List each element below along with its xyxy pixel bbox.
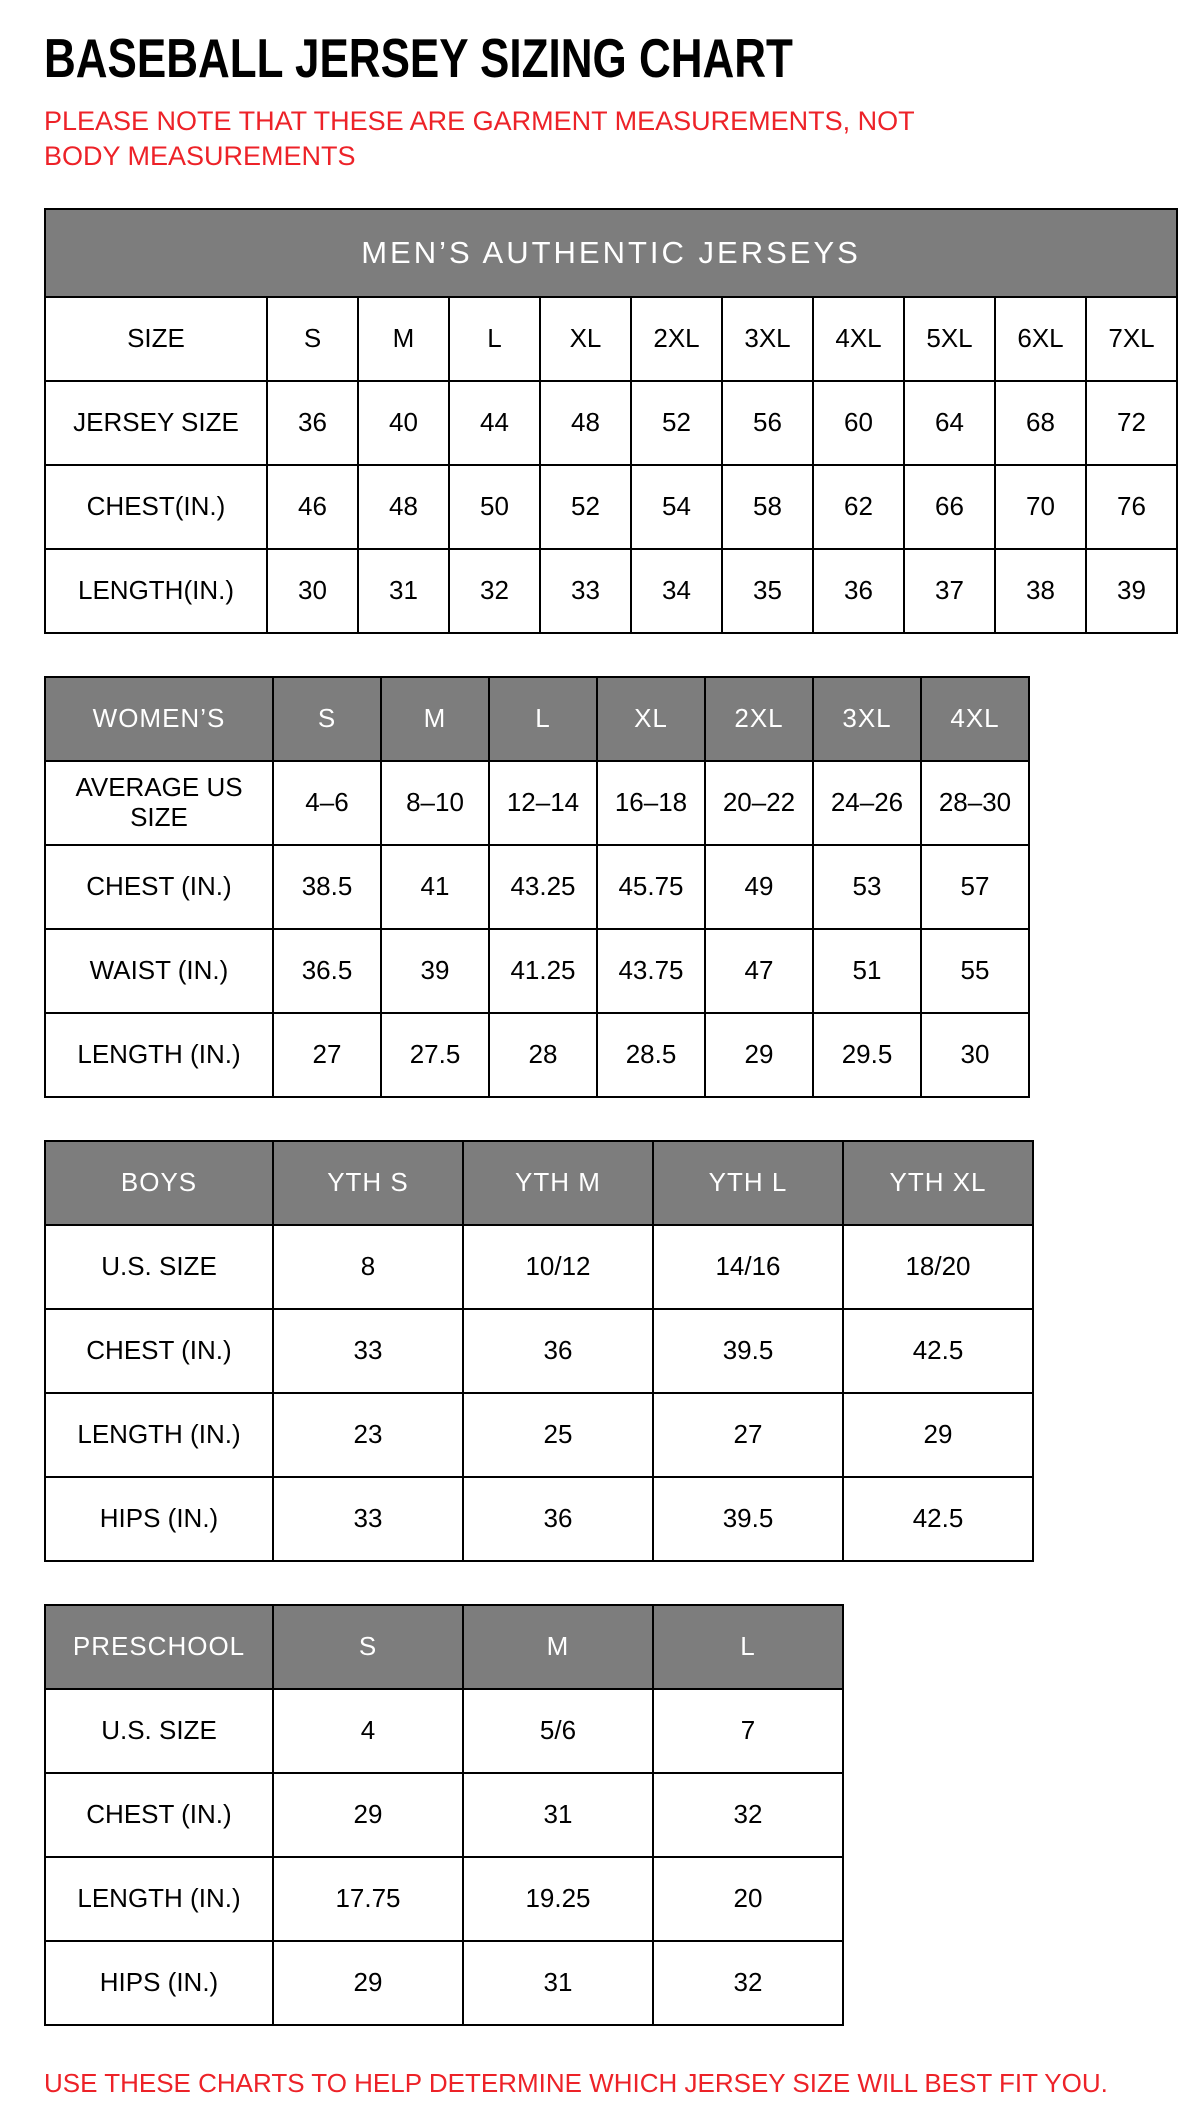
preschool-value-cell: 31 xyxy=(463,1941,653,2025)
preschool-value-cell: 19.25 xyxy=(463,1857,653,1941)
womens-header-cell: 4XL xyxy=(921,677,1029,761)
table-mens-authentic-jerseys xyxy=(44,208,1178,634)
womens-value-cell: 36.5 xyxy=(273,929,381,1013)
boys-header-cell: YTH S xyxy=(273,1141,463,1225)
boys-row-label: HIPS (IN.) xyxy=(45,1477,273,1561)
mens-authentic-jerseys-value-cell: 37 xyxy=(904,549,995,633)
boys-value-cell: 25 xyxy=(463,1393,653,1477)
womens-row xyxy=(45,929,1029,1013)
mens-authentic-jerseys-value-cell: 76 xyxy=(1086,465,1177,549)
boys-value-cell: 14/16 xyxy=(653,1225,843,1309)
mens-authentic-jerseys-value-cell: 72 xyxy=(1086,381,1177,465)
mens-authentic-jerseys-value-cell: 50 xyxy=(449,465,540,549)
mens-authentic-jerseys-row xyxy=(45,549,1177,633)
boys-header-cell: YTH XL xyxy=(843,1141,1033,1225)
preschool-value-cell: 20 xyxy=(653,1857,843,1941)
mens-authentic-jerseys-value-cell: 56 xyxy=(722,381,813,465)
mens-authentic-jerseys-value-cell: 36 xyxy=(813,549,904,633)
womens-header-cell: M xyxy=(381,677,489,761)
boys-row-label: U.S. SIZE xyxy=(45,1225,273,1309)
sizing-chart-page xyxy=(44,26,1170,2099)
womens-value-cell: 8–10 xyxy=(381,761,489,845)
preschool-value-cell: 32 xyxy=(653,1941,843,2025)
preschool-value-cell: 32 xyxy=(653,1773,843,1857)
womens-row-label: WAIST (IN.) xyxy=(45,929,273,1013)
womens-value-cell: 43.75 xyxy=(597,929,705,1013)
boys-value-cell: 23 xyxy=(273,1393,463,1477)
boys-value-cell: 42.5 xyxy=(843,1309,1033,1393)
boys-row xyxy=(45,1309,1033,1393)
mens-authentic-jerseys-row xyxy=(45,465,1177,549)
mens-authentic-jerseys-value-cell: 68 xyxy=(995,381,1086,465)
womens-value-cell: 39 xyxy=(381,929,489,1013)
womens-header-cell: XL xyxy=(597,677,705,761)
table-preschool xyxy=(44,1604,844,2026)
mens-authentic-jerseys-value-cell: 2XL xyxy=(631,297,722,381)
womens-value-cell: 29.5 xyxy=(813,1013,921,1097)
womens-value-cell: 16–18 xyxy=(597,761,705,845)
womens-header-cell: 2XL xyxy=(705,677,813,761)
mens-authentic-jerseys-value-cell: S xyxy=(267,297,358,381)
boys-header-cell: YTH M xyxy=(463,1141,653,1225)
preschool-value-cell: 17.75 xyxy=(273,1857,463,1941)
mens-authentic-jerseys-row xyxy=(45,297,1177,381)
mens-authentic-jerseys-value-cell: 48 xyxy=(358,465,449,549)
preschool-value-cell: 5/6 xyxy=(463,1689,653,1773)
mens-authentic-jerseys-value-cell: 52 xyxy=(631,381,722,465)
boys-value-cell: 18/20 xyxy=(843,1225,1033,1309)
womens-value-cell: 20–22 xyxy=(705,761,813,845)
mens-authentic-jerseys-value-cell: 64 xyxy=(904,381,995,465)
boys-row xyxy=(45,1393,1033,1477)
preschool-header-label: PRESCHOOL xyxy=(45,1605,273,1689)
footer-note: USE THESE CHARTS TO HELP DETERMINE WHICH JERSEY SIZE WILL BEST FIT YOU. xyxy=(44,2068,1108,2099)
mens-authentic-jerseys-value-cell: XL xyxy=(540,297,631,381)
mens-authentic-jerseys-value-cell: 62 xyxy=(813,465,904,549)
boys-value-cell: 36 xyxy=(463,1309,653,1393)
womens-value-cell: 4–6 xyxy=(273,761,381,845)
womens-value-cell: 28–30 xyxy=(921,761,1029,845)
womens-value-cell: 41.25 xyxy=(489,929,597,1013)
womens-value-cell: 28 xyxy=(489,1013,597,1097)
measurement-note: PLEASE NOTE THAT THESE ARE GARMENT MEASUREMENTS, NOT BODY MEASUREMENTS xyxy=(44,106,915,172)
mens-authentic-jerseys-value-cell: 36 xyxy=(267,381,358,465)
mens-authentic-jerseys-value-cell: 6XL xyxy=(995,297,1086,381)
preschool-value-cell: 4 xyxy=(273,1689,463,1773)
preschool-value-cell: 7 xyxy=(653,1689,843,1773)
preschool-value-cell: 29 xyxy=(273,1773,463,1857)
womens-header-cell: 3XL xyxy=(813,677,921,761)
boys-value-cell: 10/12 xyxy=(463,1225,653,1309)
mens-authentic-jerseys-value-cell: L xyxy=(449,297,540,381)
womens-value-cell: 53 xyxy=(813,845,921,929)
womens-value-cell: 55 xyxy=(921,929,1029,1013)
womens-value-cell: 49 xyxy=(705,845,813,929)
mens-authentic-jerseys-value-cell: 35 xyxy=(722,549,813,633)
boys-row-label: CHEST (IN.) xyxy=(45,1309,273,1393)
womens-header-label: WOMEN’S xyxy=(45,677,273,761)
womens-value-cell: 51 xyxy=(813,929,921,1013)
womens-value-cell: 24–26 xyxy=(813,761,921,845)
preschool-row xyxy=(45,1773,843,1857)
womens-value-cell: 28.5 xyxy=(597,1013,705,1097)
preschool-row xyxy=(45,1857,843,1941)
boys-value-cell: 33 xyxy=(273,1477,463,1561)
table-womens xyxy=(44,676,1030,1098)
mens-authentic-jerseys-row xyxy=(45,381,1177,465)
boys-header-label: BOYS xyxy=(45,1141,273,1225)
tables-container xyxy=(44,208,1170,2026)
preschool-row-label: LENGTH (IN.) xyxy=(45,1857,273,1941)
mens-authentic-jerseys-value-cell: 30 xyxy=(267,549,358,633)
preschool-row-label: HIPS (IN.) xyxy=(45,1941,273,2025)
boys-value-cell: 42.5 xyxy=(843,1477,1033,1561)
boys-value-cell: 33 xyxy=(273,1309,463,1393)
womens-header-cell: S xyxy=(273,677,381,761)
boys-value-cell: 29 xyxy=(843,1393,1033,1477)
boys-value-cell: 8 xyxy=(273,1225,463,1309)
page-title: BASEBALL JERSEY SIZING CHART xyxy=(44,27,793,89)
mens-authentic-jerseys-value-cell: 32 xyxy=(449,549,540,633)
preschool-value-cell: 31 xyxy=(463,1773,653,1857)
mens-authentic-jerseys-row-label: CHEST(IN.) xyxy=(45,465,267,549)
womens-value-cell: 45.75 xyxy=(597,845,705,929)
mens-authentic-jerseys-value-cell: 40 xyxy=(358,381,449,465)
womens-value-cell: 27 xyxy=(273,1013,381,1097)
womens-value-cell: 41 xyxy=(381,845,489,929)
boys-row-label: LENGTH (IN.) xyxy=(45,1393,273,1477)
boys-value-cell: 36 xyxy=(463,1477,653,1561)
preschool-header-cell: L xyxy=(653,1605,843,1689)
womens-value-cell: 29 xyxy=(705,1013,813,1097)
mens-authentic-jerseys-value-cell: 4XL xyxy=(813,297,904,381)
womens-row xyxy=(45,845,1029,929)
womens-row xyxy=(45,1013,1029,1097)
preschool-row xyxy=(45,1689,843,1773)
preschool-header-cell: M xyxy=(463,1605,653,1689)
mens-authentic-jerseys-value-cell: 39 xyxy=(1086,549,1177,633)
womens-row-label: AVERAGE US SIZE xyxy=(45,761,273,845)
mens-authentic-jerseys-value-cell: 58 xyxy=(722,465,813,549)
womens-row-label: CHEST (IN.) xyxy=(45,845,273,929)
mens-authentic-jerseys-value-cell: 34 xyxy=(631,549,722,633)
mens-authentic-jerseys-value-cell: 5XL xyxy=(904,297,995,381)
mens-authentic-jerseys-value-cell: M xyxy=(358,297,449,381)
mens-authentic-jerseys-value-cell: 66 xyxy=(904,465,995,549)
womens-header-cell: L xyxy=(489,677,597,761)
womens-row-label: LENGTH (IN.) xyxy=(45,1013,273,1097)
mens-authentic-jerseys-value-cell: 52 xyxy=(540,465,631,549)
womens-value-cell: 30 xyxy=(921,1013,1029,1097)
mens-authentic-jerseys-title: MEN’S AUTHENTIC JERSEYS xyxy=(45,209,1177,297)
womens-value-cell: 57 xyxy=(921,845,1029,929)
womens-value-cell: 38.5 xyxy=(273,845,381,929)
mens-authentic-jerseys-value-cell: 44 xyxy=(449,381,540,465)
womens-value-cell: 12–14 xyxy=(489,761,597,845)
mens-authentic-jerseys-value-cell: 70 xyxy=(995,465,1086,549)
preschool-row-label: U.S. SIZE xyxy=(45,1689,273,1773)
boys-row xyxy=(45,1477,1033,1561)
mens-authentic-jerseys-value-cell: 48 xyxy=(540,381,631,465)
womens-value-cell: 47 xyxy=(705,929,813,1013)
boys-header-cell: YTH L xyxy=(653,1141,843,1225)
mens-authentic-jerseys-row-label: LENGTH(IN.) xyxy=(45,549,267,633)
boys-value-cell: 27 xyxy=(653,1393,843,1477)
womens-value-cell: 43.25 xyxy=(489,845,597,929)
table-boys xyxy=(44,1140,1034,1562)
preschool-header-cell: S xyxy=(273,1605,463,1689)
boys-row xyxy=(45,1225,1033,1309)
mens-authentic-jerseys-value-cell: 46 xyxy=(267,465,358,549)
womens-value-cell: 27.5 xyxy=(381,1013,489,1097)
boys-value-cell: 39.5 xyxy=(653,1309,843,1393)
mens-authentic-jerseys-row-label: JERSEY SIZE xyxy=(45,381,267,465)
mens-authentic-jerseys-value-cell: 3XL xyxy=(722,297,813,381)
boys-value-cell: 39.5 xyxy=(653,1477,843,1561)
mens-authentic-jerseys-value-cell: 7XL xyxy=(1086,297,1177,381)
preschool-row-label: CHEST (IN.) xyxy=(45,1773,273,1857)
womens-row xyxy=(45,761,1029,845)
preschool-row xyxy=(45,1941,843,2025)
mens-authentic-jerseys-value-cell: 31 xyxy=(358,549,449,633)
mens-authentic-jerseys-value-cell: 38 xyxy=(995,549,1086,633)
mens-authentic-jerseys-row-label: SIZE xyxy=(45,297,267,381)
mens-authentic-jerseys-value-cell: 60 xyxy=(813,381,904,465)
preschool-value-cell: 29 xyxy=(273,1941,463,2025)
mens-authentic-jerseys-value-cell: 33 xyxy=(540,549,631,633)
mens-authentic-jerseys-value-cell: 54 xyxy=(631,465,722,549)
